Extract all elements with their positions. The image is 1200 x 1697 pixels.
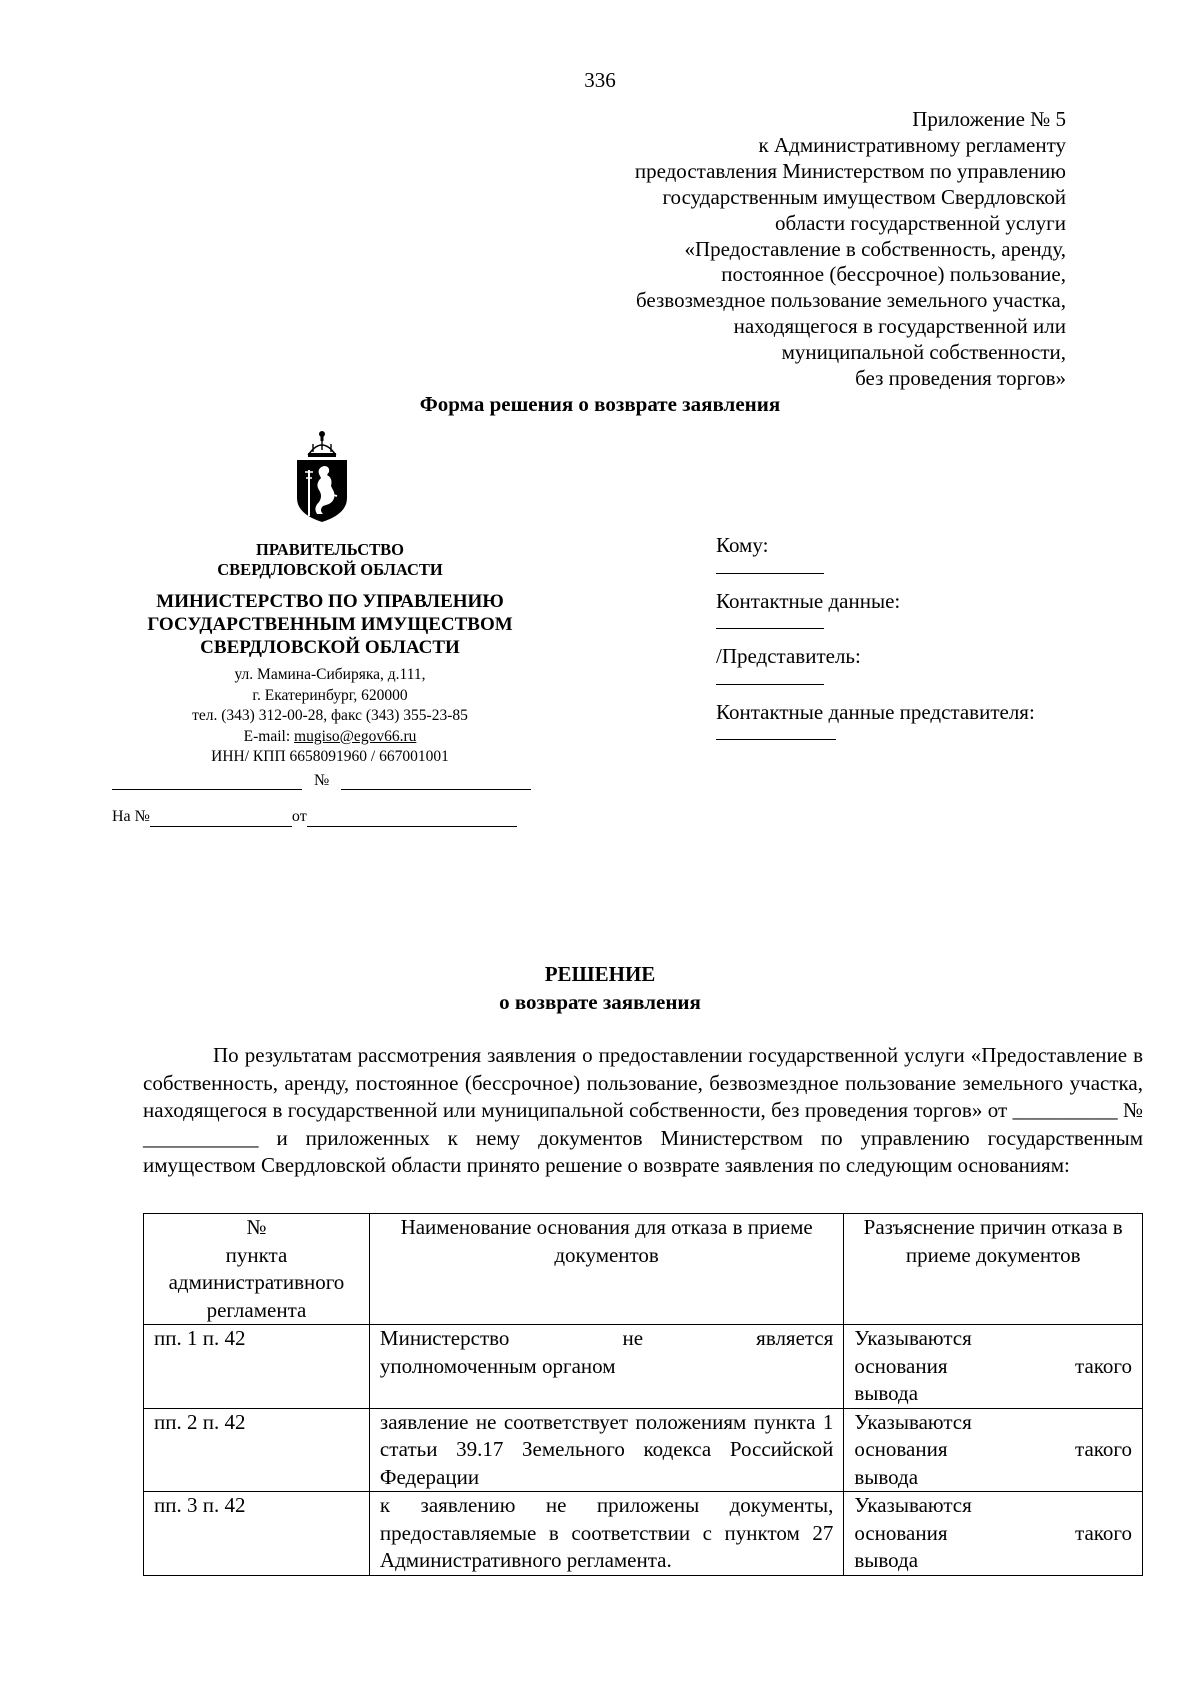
- row-reason: к заявлению не приложены документы, предоставляемые в соответствии с пунктом 27 Административного регламента.: [369, 1492, 843, 1576]
- reason-word: не: [622, 1326, 644, 1350]
- ref-number-blank: [150, 808, 292, 827]
- reference-line: [112, 808, 517, 827]
- ref-date-blank: [307, 808, 517, 827]
- row-explanation: [844, 1492, 1143, 1576]
- decision-heading: [0, 960, 1200, 1016]
- appendix-line: постоянное (бессрочное) пользование,: [721, 262, 1066, 287]
- email-line: [80, 727, 580, 748]
- phone-line: тел. (343) 312-00-28, факс (343) 355-23-85: [192, 707, 468, 724]
- decision-subtitle: о возврате заявления: [499, 990, 701, 1014]
- representative-blank: [716, 671, 824, 685]
- government-line: СВЕРДЛОВСКОЙ ОБЛАСТИ: [217, 559, 443, 579]
- header-line: регламента: [206, 1297, 307, 1322]
- addressee-contacts-blank: [716, 615, 824, 629]
- appendix-line: муниципальной собственности,: [781, 340, 1066, 365]
- reg-number-sign: №: [314, 772, 330, 789]
- representative-label: /Представитель:: [716, 644, 861, 668]
- row-reason: заявление не соответствует положениям пункта 1 статьи 39.17 Земельного кодекса Российской Федерации: [369, 1408, 843, 1492]
- row-item: пп. 3 п. 42: [144, 1492, 370, 1576]
- appendix-line: к Административному регламенту: [758, 132, 1066, 157]
- number-sign: №: [1122, 1098, 1144, 1122]
- table-header-row: [144, 1214, 1143, 1325]
- explain-word: такого: [1075, 1520, 1132, 1545]
- row-explanation: [844, 1408, 1143, 1492]
- ref-from: от: [291, 808, 307, 825]
- government-line: ПРАВИТЕЛЬСТВО: [256, 540, 404, 559]
- addressee-contacts-label: Контактные данные:: [716, 588, 901, 613]
- explain-word: Указываются: [854, 1493, 972, 1517]
- reg-number-blank: [341, 788, 531, 790]
- explain-word: основания: [854, 1437, 948, 1461]
- representative-contacts-blank: [716, 726, 836, 740]
- row-item: пп. 2 п. 42: [144, 1408, 370, 1492]
- ministry-name: [80, 590, 580, 659]
- row-item: пп. 1 п. 42: [144, 1325, 370, 1409]
- explain-word: такого: [1075, 1437, 1132, 1461]
- appendix-line: области государственной услуги: [774, 210, 1066, 235]
- explain-word: вывода: [854, 1548, 919, 1572]
- appendix-line: безвозмездное пользование земельного участка,: [636, 288, 1066, 313]
- coat-of-arms-icon: [293, 430, 351, 525]
- explain-word: Указываются: [854, 1326, 972, 1350]
- reasons-table: [143, 1213, 1143, 1576]
- addressee-to-label: Кому:: [716, 533, 769, 557]
- ref-prefix: На №: [112, 808, 150, 825]
- email-label: E-mail:: [243, 727, 295, 745]
- addressee-to-blank: [716, 560, 824, 574]
- reason-word: является: [756, 1326, 834, 1350]
- government-name: [100, 540, 560, 579]
- decision-title: РЕШЕНИЕ: [544, 962, 656, 986]
- email-link[interactable]: mugiso@egov66.ru: [294, 727, 417, 745]
- table-row: [144, 1492, 1143, 1576]
- appendix-line: «Предоставление в собственность, аренду,: [684, 236, 1066, 261]
- table-row: [144, 1408, 1143, 1492]
- appendix-line: находящегося в государственной или: [733, 314, 1066, 339]
- addressee-block: [716, 532, 1035, 754]
- address-line: г. Екатеринбург, 620000: [252, 686, 408, 704]
- address-line: ул. Мамина-Сибиряка, д.111,: [234, 666, 426, 683]
- ministry-contacts: [80, 665, 580, 768]
- explain-word: вывода: [854, 1464, 919, 1489]
- table-row: [144, 1325, 1143, 1409]
- appendix-line: предоставления Министерством по управлению: [634, 158, 1066, 183]
- decision-body: [143, 1042, 1143, 1180]
- blank-number: ___________: [143, 1125, 259, 1150]
- explain-word: такого: [1075, 1353, 1132, 1378]
- ministry-line: МИНИСТЕРСТВО ПО УПРАВЛЕНИЮ: [156, 591, 504, 612]
- header-reason: Наименование основания для отказа в приеме документов: [369, 1214, 843, 1325]
- explain-word: вывода: [854, 1381, 919, 1405]
- inn-line: ИНН/ КПП 6658091960 / 667001001: [211, 748, 449, 765]
- registration-line: [112, 772, 531, 790]
- page-number: 336: [584, 68, 616, 92]
- form-title: Форма решения о возврате заявления: [419, 392, 781, 416]
- header-line: №: [246, 1215, 267, 1239]
- ministry-line: ГОСУДАРСТВЕННЫМ ИМУЩЕСТВОМ: [147, 614, 513, 635]
- header-line: административного: [168, 1270, 345, 1294]
- row-reason: [369, 1325, 843, 1409]
- representative-contacts-label: Контактные данные представителя:: [716, 699, 1035, 724]
- header-item-number: [144, 1214, 370, 1325]
- blank-date: __________: [1012, 1098, 1118, 1122]
- ministry-line: СВЕРДЛОВСКОЙ ОБЛАСТИ: [200, 637, 460, 658]
- reason-word: Министерство: [379, 1326, 510, 1350]
- appendix-header: [506, 107, 1066, 392]
- appendix-line: без проведения торгов»: [855, 366, 1066, 391]
- appendix-line: Приложение № 5: [912, 107, 1066, 131]
- explain-word: основания: [854, 1353, 948, 1378]
- reason-rest: уполномоченным органом: [379, 1353, 616, 1378]
- appendix-line: государственным имуществом Свердловской: [662, 184, 1066, 209]
- body-part1: По результатам рассмотрения заявления о предоставлении государственной услуги «Предоставление в собственность, аренду, постоянное (бессрочное) пользование, безвозмездное пользование земельного участка, находящегося в государственной или муниципальной собственности, без проведения торгов» от: [143, 1043, 1143, 1122]
- explain-word: основания: [854, 1520, 948, 1545]
- header-explanation: Разъяснение причин отказа в приеме документов: [844, 1214, 1143, 1325]
- explain-word: Указываются: [854, 1409, 972, 1434]
- body-part2: и приложенных к нему документов Министерством по управлению государственным имуществом Свердловской области принято решение о возврате заявления по следующим основаниям:: [143, 1125, 1143, 1177]
- row-explanation: [844, 1325, 1143, 1409]
- header-line: пункта: [225, 1242, 288, 1267]
- reg-date-blank: [112, 788, 302, 790]
